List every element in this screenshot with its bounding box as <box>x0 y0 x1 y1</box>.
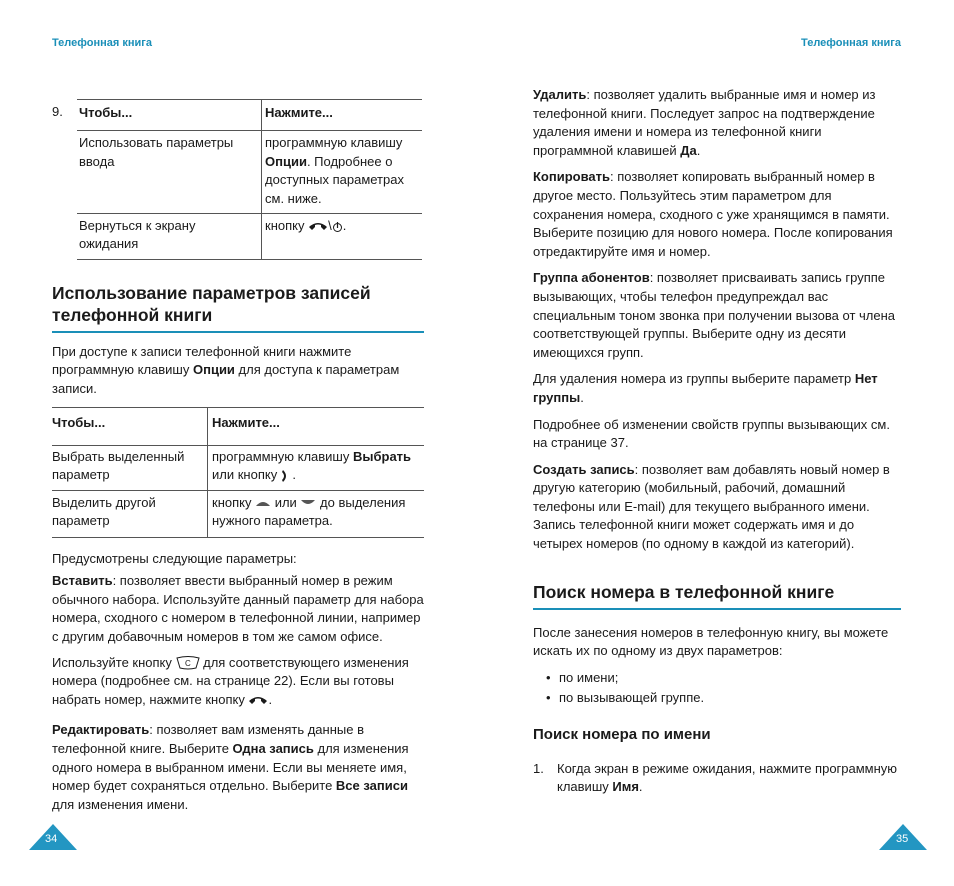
step-9-table <box>77 99 422 260</box>
more-info-paragraph: Подробнее об изменении свойств группы вызывающих см. на странице 37. <box>533 416 890 451</box>
table1-col1-header: Чтобы... <box>79 105 133 120</box>
step-number: 9. <box>52 104 63 119</box>
end-call-key-icon <box>308 221 328 233</box>
table2-row2-action: Выделить другой параметр <box>52 490 208 537</box>
table-row <box>52 490 424 537</box>
provided-text: Предусмотрены следующие параметры: <box>52 550 297 566</box>
search-intro: После занесения номеров в телефонную книгу, вы можете искать их по одному из двух параметров: <box>533 624 889 659</box>
page-number-left: 34 <box>45 833 58 845</box>
subsection-title-by-name: Поиск номера по имени <box>533 726 711 744</box>
remove-group-paragraph: Для удаления номера из группы выберите параметр Нет группы. <box>533 371 878 405</box>
svg-text:C: C <box>184 659 191 669</box>
group-paragraph: Группа абонентов: позволяет присваивать запись группе вызывающих, чтобы телефон предупреждал вас специальным тоном звонка при получении вызова от члена соответствующей группы. Выберите одну из десяти имеющихся групп. <box>533 270 896 360</box>
page-number-right: 35 <box>896 833 909 845</box>
use-key-paragraph: Используйте кнопку C для соответствующего изменения номера (подробнее см. на странице 22). Если вы готовы набрать номер, нажмите кнопку . <box>52 654 409 707</box>
create-paragraph: Создать запись: позволяет вам добавлять новый номер в другую категорию (мобильный, рабочий, домашний телефоны или E-mail) для текущего выбранного имени. Запись телефонной книги может содержать имя и до четырех номеров (по одному в каждой из категорий). <box>533 461 890 552</box>
table1-col2-header: Нажмите... <box>265 105 333 120</box>
edit-paragraph: Редактировать: позволяет вам изменять данные в телефонной книге. Выберите Одна запись для изменения одного номера в выбранном имени. Если вы меняете имя, номер будет сохраняться отдельно. Выберите Все записи для изменения имени. <box>52 722 409 812</box>
table2-col1-header: Чтобы... <box>52 414 106 430</box>
step-1: 1. Когда экран в режиме ожидания, нажмите программную клавишу Имя. <box>533 760 898 795</box>
step-9-table-wrap <box>52 99 424 260</box>
table-row <box>77 214 422 260</box>
nav-up-icon <box>255 499 271 507</box>
table1-row2-action: Вернуться к экрану ожидания <box>77 214 262 260</box>
running-header-right: Телефонная книга <box>801 37 901 49</box>
running-header-left: Телефонная книга <box>52 37 152 49</box>
send-key-icon <box>248 695 268 705</box>
table1-row1-action: Использовать параметры ввода <box>77 131 262 214</box>
table-row <box>77 131 422 214</box>
insert-paragraph: Вставить: позволяет ввести выбранный номер в режим обычного набора. Используйте данный параметр для набора номера, сходного с номером в телефонной линии, например с другим добавочным номеров в том же самом офисе. <box>52 573 424 645</box>
list-item: • по вызывающей группе. <box>546 690 705 706</box>
section-title-entry-options: Использование параметров записей телефонной книги <box>52 282 424 333</box>
options-table <box>52 407 424 538</box>
table1-row1-key: программную клавишу Опции. Подробнее о доступных параметрах см. ниже. <box>265 135 404 206</box>
table2-row1-action: Выбрать выделенный параметр <box>52 446 208 491</box>
right-column <box>533 86 903 797</box>
table2-col2-header: Нажмите... <box>212 414 280 430</box>
nav-down-icon <box>300 499 316 507</box>
power-icon <box>332 221 343 233</box>
intro-paragraph: При доступе к записи телефонной книги нажмите программную клавишу Опции для доступа к параметрам записи. <box>52 343 400 397</box>
table2-row2-key: кнопку или до выделения нужного параметра. <box>212 494 406 529</box>
ok-key-icon <box>281 469 289 483</box>
left-column <box>52 99 424 814</box>
clear-key-icon <box>176 656 200 670</box>
table1-row2-key: кнопку \ . <box>265 218 347 234</box>
delete-paragraph: Удалить: позволяет удалить выбранные имя и номер из телефонной книги. Последует запрос на подтверждение удаления имени и номера из телефонной книги программной клавишей Да. <box>533 87 876 158</box>
copy-paragraph: Копировать: позволяет копировать выбранный номер в другое место. Пользуйтесь этим параметром для сохранения номера, сходного с уже хранящимся в памяти. Выберите позицию для нового номера. После копирования отредактируйте имя и номер. <box>533 169 893 259</box>
section-title-search: Поиск номера в телефонной книге <box>533 581 901 610</box>
table2-row1-key: программную клавишу Выбрать или кнопку . <box>212 449 412 483</box>
table-row <box>52 446 424 491</box>
bullet-list <box>533 669 903 708</box>
list-item: • по имени; <box>546 669 619 685</box>
